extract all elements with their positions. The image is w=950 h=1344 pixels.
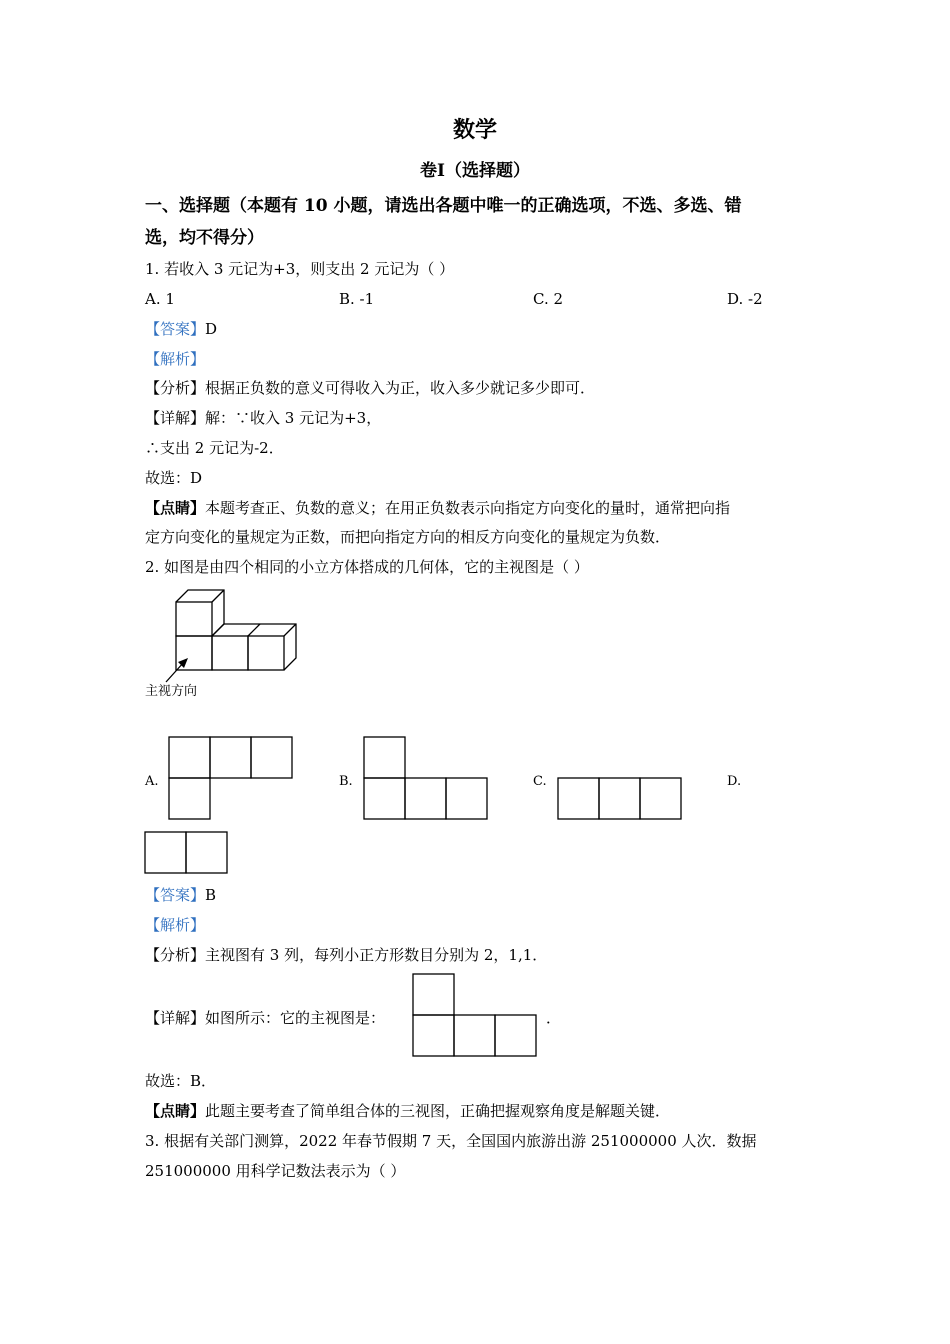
q1-jiexi-tag: 【解析】 — [145, 350, 206, 368]
q1-option-d: D. -2 — [727, 290, 763, 308]
q3-stem-line1: 3. 根据有关部门测算，2022 年春节假期 7 天，全国国内旅游出游 251000000 人次．数据 — [145, 1132, 757, 1150]
q1-option-b: B. -1 — [339, 290, 375, 308]
q2-analysis — [145, 945, 547, 965]
direction-label: 主视方向 — [145, 684, 198, 699]
detail-text: 如图所示：它的主视图是： — [205, 1009, 386, 1027]
page-title: 数学 — [452, 117, 497, 143]
comment-text: 此题主要考查了简单组合体的三视图，正确把握观察角度是解题关键． — [205, 1102, 671, 1120]
part-title: 卷Ⅰ（选择题） — [420, 161, 530, 181]
q2-answer — [145, 885, 216, 905]
analysis-tag: 【分析】 — [145, 379, 206, 397]
q1-detail — [145, 408, 381, 428]
comment-text: 本题考查正、负数的意义；在用正负数表示向指定方向变化的量时，通常把向指 — [205, 499, 731, 517]
option-b-figure — [364, 737, 490, 821]
q2-detail — [145, 1008, 385, 1028]
q2-option-d: D. — [727, 774, 742, 789]
detail-text: 解：∵收入 3 元记为+3， — [205, 409, 382, 427]
option-a-figure — [169, 737, 295, 821]
answer-value: B — [205, 886, 217, 904]
answer-value: D — [205, 320, 218, 338]
section-heading-line2: 选，均不得分） — [145, 228, 264, 248]
q2-option-a: A. — [145, 774, 159, 789]
q2-jiexi-tag: 【解析】 — [145, 916, 206, 934]
q1-stem: 1. 若收入 3 元记为+3，则支出 2 元记为（ ） — [145, 260, 455, 278]
analysis-text: 根据正负数的意义可得收入为正，收入多少就记多少即可． — [205, 379, 596, 397]
detail-tag: 【详解】 — [145, 409, 206, 427]
q2-option-c: C. — [533, 774, 547, 789]
q1-comment — [145, 498, 730, 518]
q1-analysis — [145, 378, 595, 398]
q1-option-a: A. 1 — [145, 290, 175, 308]
q3-stem-line2: 251000000 用科学记数法表示为（ ） — [145, 1162, 406, 1180]
comment-tag: 【点睛】 — [145, 1102, 206, 1120]
q2-detail-end: ． — [546, 1009, 562, 1027]
q2-comment — [145, 1101, 670, 1121]
q2-option-b: B. — [339, 774, 353, 789]
option-d-figure — [145, 832, 231, 876]
q1-option-c: C. 2 — [533, 290, 564, 308]
q1-comment2: 定方向变化的量规定为正数，而把向指定方向的相反方向变化的量规定为负数． — [145, 528, 671, 546]
analysis-tag: 【分析】 — [145, 946, 206, 964]
q1-answer — [145, 319, 217, 339]
q1-choose: 故选：D — [145, 469, 203, 487]
q1-detail2: ∴支出 2 元记为-2． — [145, 439, 284, 457]
comment-tag: 【点睛】 — [145, 499, 206, 517]
option-c-figure — [558, 778, 684, 822]
analysis-text: 主视图有 3 列，每列小正方形数目分别为 2，1,1． — [205, 946, 548, 964]
answer-tag: 【答案】 — [145, 886, 206, 904]
q2-stem: 2. 如图是由四个相同的小立方体搭成的几何体，它的主视图是（ ） — [145, 558, 589, 576]
detail-tag: 【详解】 — [145, 1009, 206, 1027]
answer-figure — [413, 974, 539, 1058]
q2-choose: 故选：B． — [145, 1072, 217, 1090]
answer-tag: 【答案】 — [145, 320, 206, 338]
section-heading-line1: 一、选择题（本题有 10 小题，请选出各题中唯一的正确选项，不选、多选、错 — [145, 196, 742, 216]
